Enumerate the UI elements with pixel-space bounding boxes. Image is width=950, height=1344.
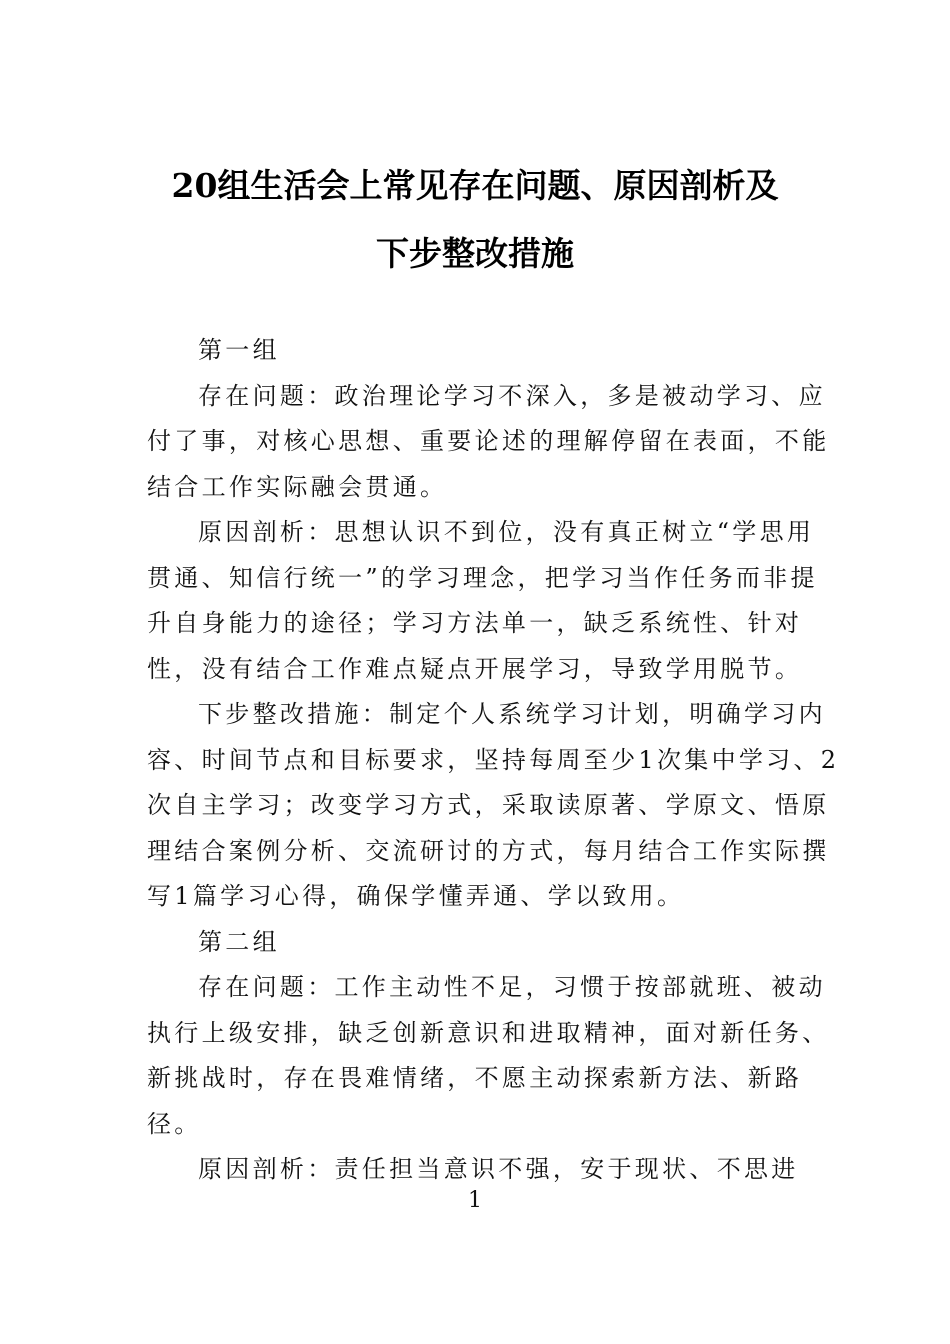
body-text-line: 付了事，对核心思想、重要论述的理解停留在表面，不能 [147, 427, 830, 455]
body-text-line: 升自身能力的途径；学习方法单一，缺乏系统性、针对 [147, 609, 803, 637]
body-text-line: 写1篇学习心得，确保学懂弄通、学以致用。 [147, 882, 685, 910]
body-text-line: 第二组 [198, 927, 280, 956]
body-text-line: 径。 [147, 1109, 202, 1138]
body-text-line: 执行上级安排，缺乏创新意识和进取精神，面对新任务、 [147, 1018, 830, 1047]
body-text-line: 原因剖析：责任担当意识不强，安于现状、不思进 [198, 1155, 799, 1183]
body-text-line: 第一组 [198, 336, 280, 364]
body-text-line: 原因剖析：思想认识不到位，没有真正树立“学思用 [198, 518, 815, 546]
body-text-line: 存在问题：政治理论学习不深入，多是被动学习、应 [198, 381, 826, 410]
body-text-line: 新挑战时，存在畏难情绪，不愿主动探索新方法、新路 [147, 1064, 803, 1092]
document-title-line-2: 下步整改措施 [376, 234, 574, 273]
document-title-line-1: 20组生活会上常见存在问题、原因剖析及 [171, 166, 779, 205]
body-text-line: 存在问题：工作主动性不足，习惯于按部就班、被动 [198, 973, 826, 1001]
body-text-line: 贯通、知信行统一”的学习理念，把学习当作任务而非提 [147, 563, 818, 592]
page-number: 1 [468, 1188, 482, 1213]
body-text-line: 容、时间节点和目标要求，坚持每周至少1次集中学习、2 [147, 745, 840, 774]
body-text-line: 理结合案例分析、交流研讨的方式，每月结合工作实际撰 [147, 836, 830, 865]
body-text-line: 性，没有结合工作难点疑点开展学习，导致学用脱节。 [147, 654, 803, 683]
body-text-line: 结合工作实际融会贯通。 [147, 472, 448, 501]
document-body [147, 328, 840, 1193]
body-text-line: 次自主学习；改变学习方式，采取读原著、学原文、悟原 [147, 791, 830, 819]
body-text-line: 下步整改措施：制定个人系统学习计划，明确学习内 [198, 700, 826, 728]
